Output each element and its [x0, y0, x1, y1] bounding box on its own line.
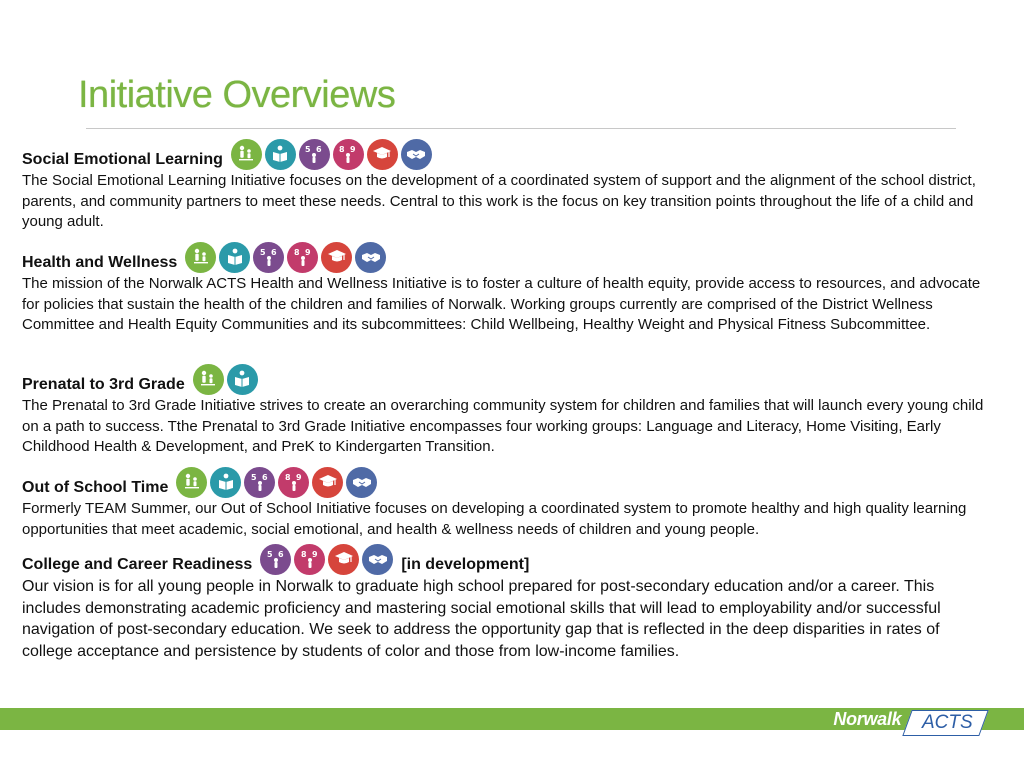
reading-child-icon [265, 139, 296, 170]
section-heading: Health and Wellness [22, 254, 178, 271]
svg-text:8: 8 [293, 248, 300, 257]
svg-text:6: 6 [261, 473, 268, 482]
section-description: Our vision is for all young people in Norwalk to graduate high school prepared for post-secondary education and/or a career. This includes demonstrating academic proficiency and mastering social emotional skills that will lead to employability and/or successful navigation of post-secondary education. We seek to address the opportunity gap that is reflected in the deep disparities in rates of college acceptance and persistence by students of color and those from low-income families. [22, 578, 941, 660]
handshake-icon [355, 242, 386, 273]
svg-text:6: 6 [316, 145, 322, 154]
grade-8-9-icon [294, 544, 325, 575]
grade-5-6-icon [260, 544, 291, 575]
section-heading: Out of School Time [22, 479, 169, 496]
section-college-and-career-readiness [22, 550, 992, 662]
svg-text:5: 5 [266, 550, 273, 559]
graduate-icon [328, 544, 359, 575]
svg-text:5: 5 [250, 473, 257, 482]
svg-text:9: 9 [350, 145, 356, 154]
logo-acts-text: ACTS [903, 710, 989, 736]
grade-8-9-icon [287, 242, 318, 273]
graduate-icon [367, 139, 398, 170]
handshake-icon [401, 139, 432, 170]
page-title: Initiative Overviews [78, 74, 396, 116]
family-icon [231, 139, 262, 170]
reading-child-icon [210, 467, 241, 498]
graduate-icon [312, 467, 343, 498]
grade-5-6-icon [299, 139, 330, 170]
svg-text:9: 9 [295, 473, 302, 482]
family-icon [176, 467, 207, 498]
svg-text:5: 5 [305, 145, 311, 154]
section-heading: Prenatal to 3rd Grade [22, 376, 185, 393]
title-divider [86, 128, 956, 129]
handshake-icon [362, 544, 393, 575]
grade-5-6-icon [253, 242, 284, 273]
svg-text:8: 8 [284, 473, 291, 482]
svg-text:9: 9 [311, 550, 318, 559]
graduate-icon [321, 242, 352, 273]
section-prenatal-to-3rd-grade [22, 374, 992, 458]
svg-text:6: 6 [270, 248, 277, 257]
reading-child-icon [219, 242, 250, 273]
svg-text:8: 8 [300, 550, 307, 559]
section-out-of-school-time [22, 473, 992, 540]
svg-text:6: 6 [277, 550, 284, 559]
section-description: The Social Emotional Learning Initiative focuses on the development of a coordinated system of support and the alignment of the school district, parents, and community partners to meet these needs. Central to this work is the focus on key transition points throughout the life of a child and young adult. [22, 172, 976, 230]
reading-child-icon [227, 364, 258, 395]
handshake-icon [346, 467, 377, 498]
grade-5-6-icon [244, 467, 275, 498]
section-heading: Social Emotional Learning [22, 151, 223, 168]
svg-text:8: 8 [339, 145, 345, 154]
section-social-emotional-learning [22, 145, 992, 233]
section-description: The mission of the Norwalk ACTS Health and Wellness Initiative is to foster a culture of health equity, provide access to resources, and advocate for policies that sustain the health of the children and families of Norwalk. Working groups currently are comprised of the District Wellness Committee and Health Equity Communities and its subcommittees: Child Wellbeing, Healthy Weight and Physical Fitness Subcommittee. [22, 275, 981, 333]
grade-8-9-icon [333, 139, 364, 170]
logo-norwalk-text: Norwalk [833, 708, 902, 729]
grade-8-9-icon [278, 467, 309, 498]
section-heading: College and Career Readiness [22, 556, 253, 573]
in-development-label: [in development] [401, 556, 530, 573]
svg-text:5: 5 [259, 248, 266, 257]
family-icon [185, 242, 216, 273]
norwalk-acts-logo [833, 708, 984, 733]
svg-text:9: 9 [304, 248, 311, 257]
family-icon [193, 364, 224, 395]
section-description: The Prenatal to 3rd Grade Initiative strives to create an overarching community system for children and families that will launch every young child on a path to success. Tthe Prenatal to 3rd Grade Initiative encompasses four working groups: Language and Literacy, Home Visiting, Early Childhood Health & Development, and PreK to Kindergarten Transition. [22, 397, 984, 455]
section-description: Formerly TEAM Summer, our Out of School Initiative focuses on developing a coordinated system to promote healthy and high quality learning opportunities that meet academic, social emotional, and health & wellness needs of children and young people. [22, 500, 967, 538]
section-health-and-wellness [22, 248, 992, 336]
